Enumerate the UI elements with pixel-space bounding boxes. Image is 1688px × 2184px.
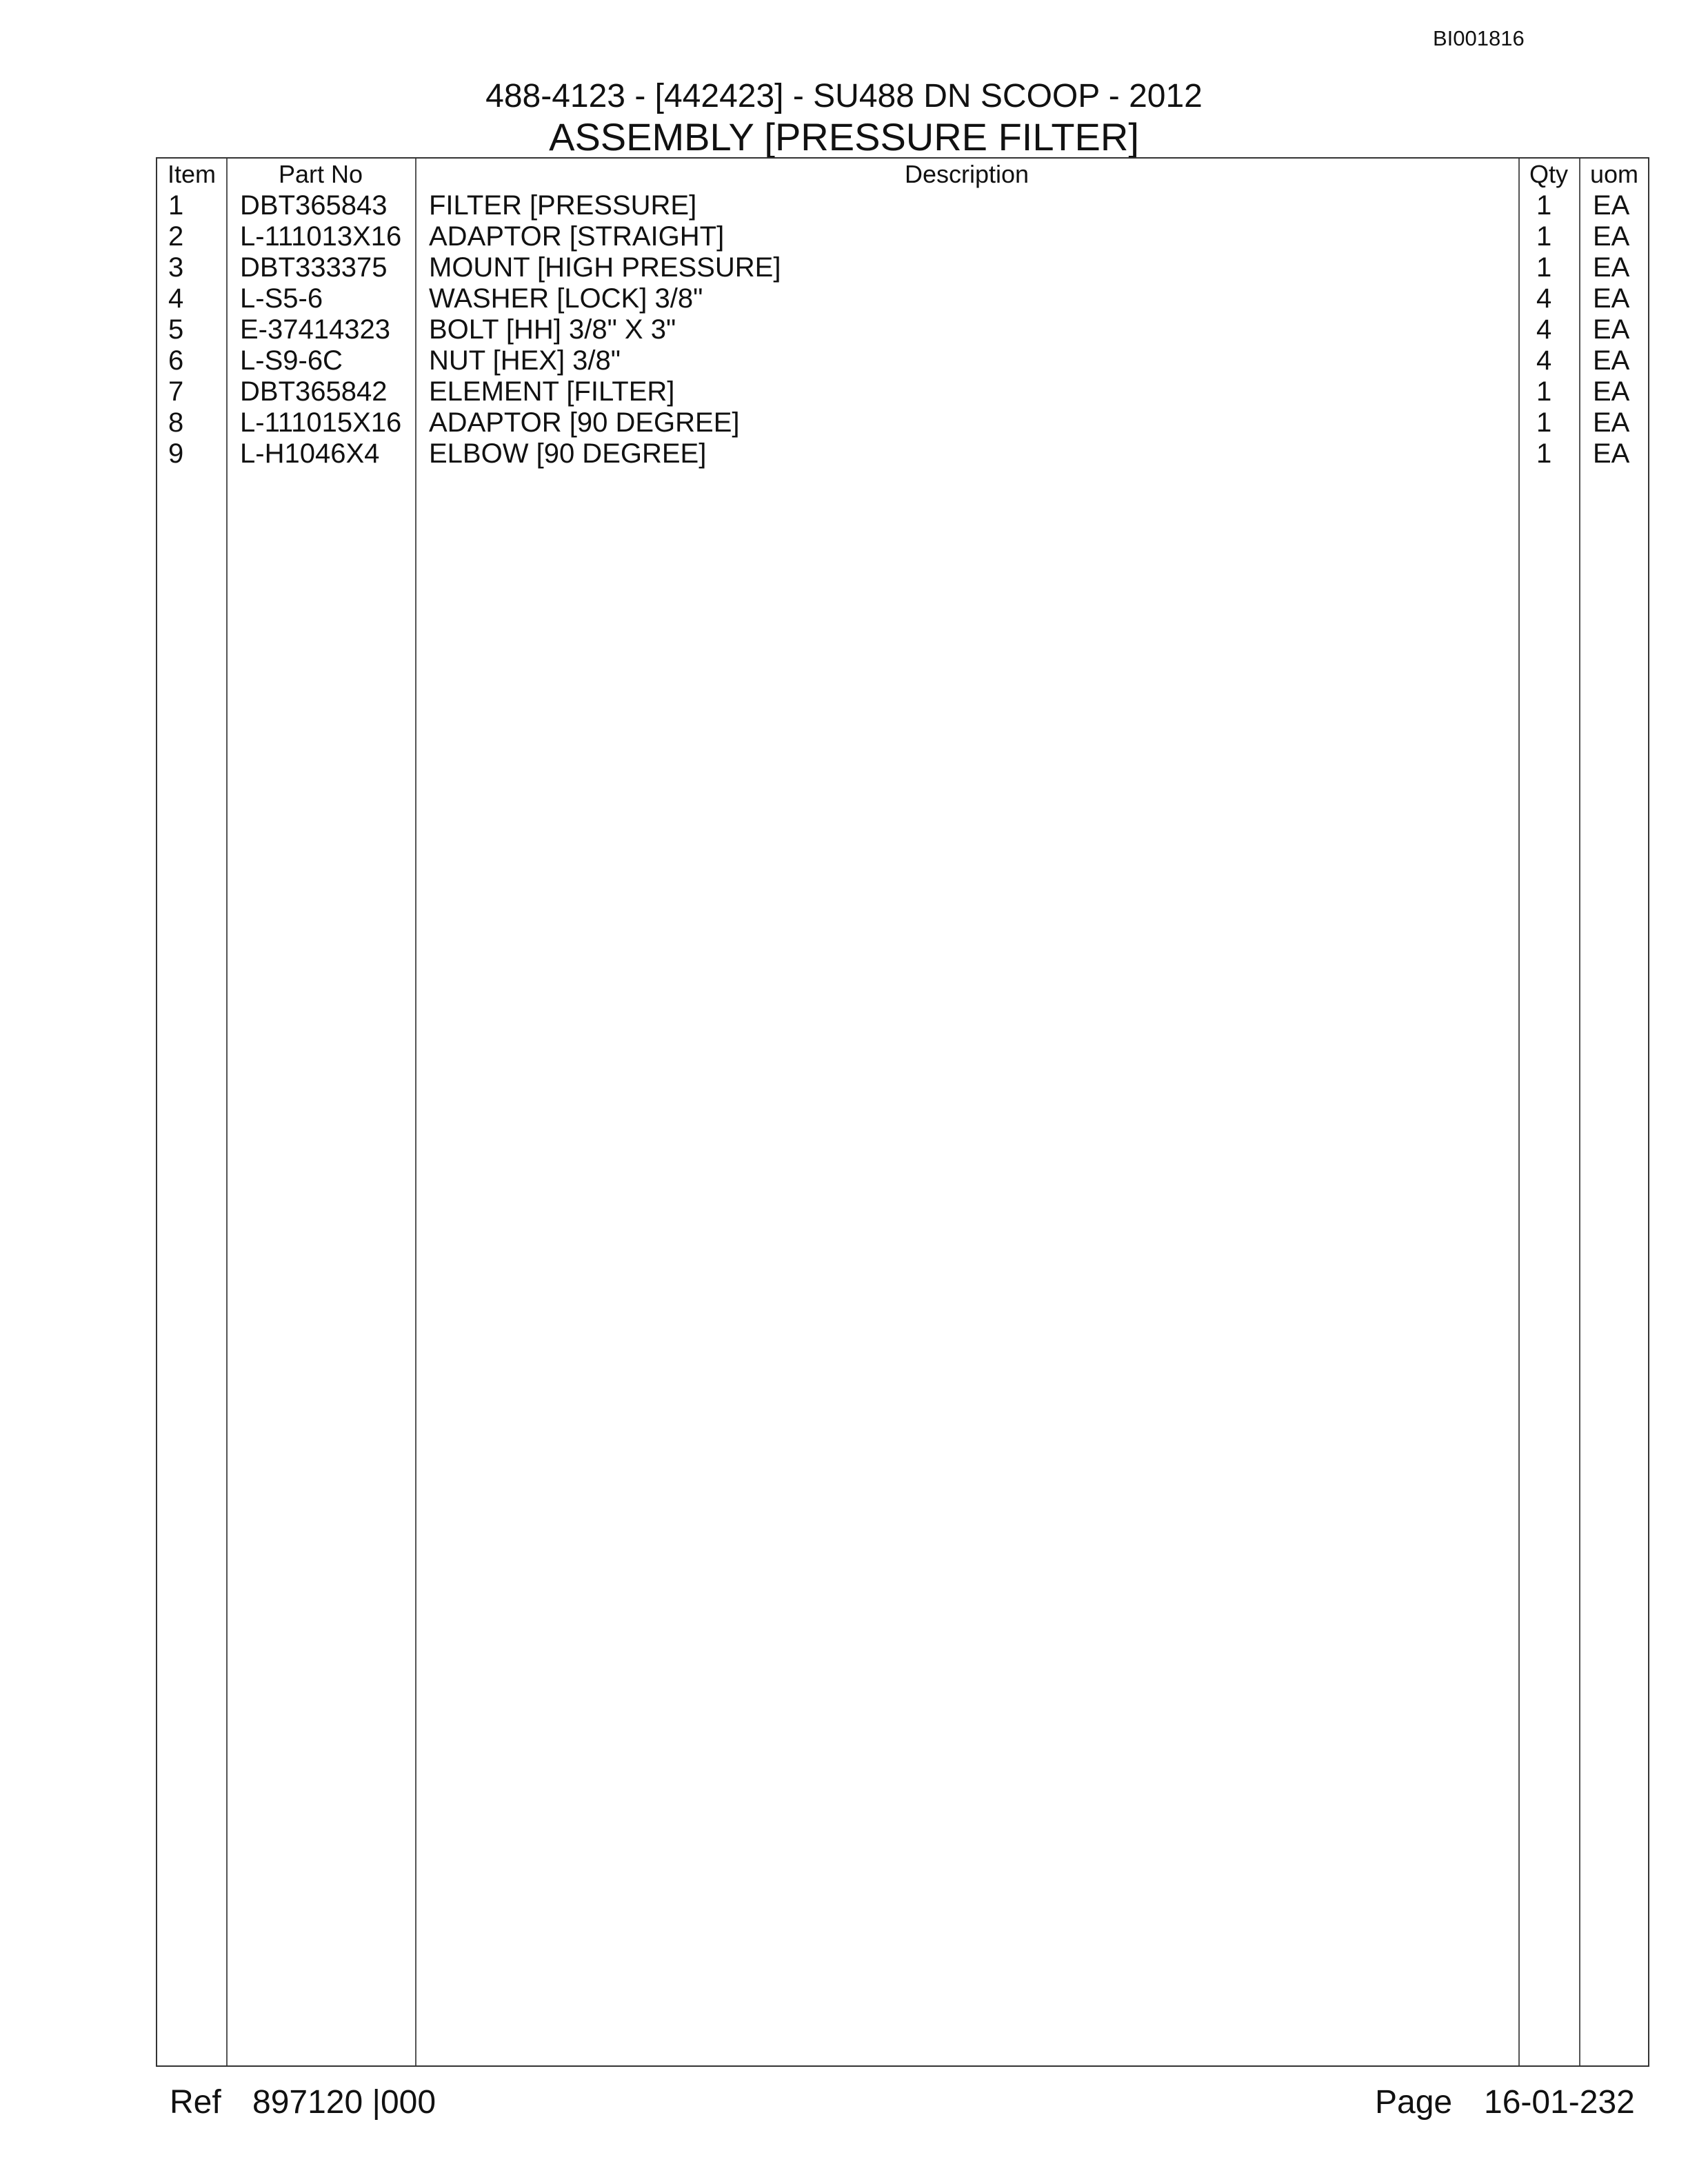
cell-description: WASHER [LOCK] 3/8" — [429, 283, 703, 314]
cell-qty: 4 — [1536, 345, 1552, 376]
document-id: BI001816 — [1433, 26, 1525, 50]
cell-part-no: L-S5-6 — [240, 283, 323, 314]
cell-description: MOUNT [HIGH PRESSURE] — [429, 252, 781, 283]
cell-qty: 1 — [1536, 252, 1552, 283]
header-uom: uom — [1589, 160, 1639, 188]
cell-uom: EA — [1593, 283, 1630, 314]
table-row — [157, 221, 1648, 252]
cell-part-no: L-H1046X4 — [240, 438, 380, 469]
cell-item: 1 — [168, 190, 184, 221]
header-qty: Qty — [1529, 160, 1568, 188]
table-row — [157, 252, 1648, 283]
cell-uom: EA — [1593, 190, 1630, 221]
cell-uom: EA — [1593, 438, 1630, 469]
ref-label: Ref — [170, 2084, 221, 2121]
cell-item: 9 — [168, 438, 184, 469]
cell-uom: EA — [1593, 376, 1630, 407]
cell-part-no: E-37414323 — [240, 314, 390, 345]
table-row — [157, 345, 1648, 376]
cell-part-no: L-111015X16 — [240, 407, 402, 438]
cell-item: 2 — [168, 221, 184, 252]
cell-uom: EA — [1593, 314, 1630, 345]
page-title: 488-4123 - [442423] - SU488 DN SCOOP - 2012 — [485, 78, 1203, 114]
table-row — [157, 407, 1648, 438]
cell-qty: 1 — [1536, 407, 1552, 438]
header-part-no: Part No — [278, 160, 363, 188]
page-number: 16-01-232 — [1484, 2084, 1635, 2121]
ref-value: 897120 |000 — [252, 2084, 436, 2121]
table-row — [157, 376, 1648, 407]
cell-part-no: DBT333375 — [240, 252, 388, 283]
cell-part-no: DBT365842 — [240, 376, 388, 407]
cell-part-no: L-S9-6C — [240, 345, 343, 376]
cell-item: 7 — [168, 376, 184, 407]
cell-uom: EA — [1593, 345, 1630, 376]
cell-item: 5 — [168, 314, 184, 345]
cell-description: ELBOW [90 DEGREE] — [429, 438, 707, 469]
cell-item: 8 — [168, 407, 184, 438]
table-row — [157, 438, 1648, 469]
parts-table — [156, 157, 1649, 2067]
cell-description: ADAPTOR [90 DEGREE] — [429, 407, 740, 438]
table-row — [157, 283, 1648, 314]
cell-item: 4 — [168, 283, 184, 314]
header-description: Description — [904, 160, 1029, 188]
page-label: Page — [1375, 2084, 1453, 2121]
cell-qty: 1 — [1536, 190, 1552, 221]
cell-description: NUT [HEX] 3/8" — [429, 345, 621, 376]
table-row — [157, 314, 1648, 345]
table-row — [157, 190, 1648, 221]
cell-uom: EA — [1593, 252, 1630, 283]
cell-description: BOLT [HH] 3/8" X 3" — [429, 314, 676, 345]
cell-uom: EA — [1593, 221, 1630, 252]
cell-qty: 4 — [1536, 283, 1552, 314]
cell-qty: 4 — [1536, 314, 1552, 345]
cell-qty: 1 — [1536, 221, 1552, 252]
header-item: Item — [167, 160, 216, 188]
cell-part-no: DBT365843 — [240, 190, 388, 221]
cell-item: 6 — [168, 345, 184, 376]
cell-description: FILTER [PRESSURE] — [429, 190, 697, 221]
cell-qty: 1 — [1536, 376, 1552, 407]
cell-qty: 1 — [1536, 438, 1552, 469]
cell-item: 3 — [168, 252, 184, 283]
assembly-title: ASSEMBLY [PRESSURE FILTER] — [549, 115, 1139, 159]
cell-part-no: L-111013X16 — [240, 221, 402, 252]
cell-description: ELEMENT [FILTER] — [429, 376, 675, 407]
cell-uom: EA — [1593, 407, 1630, 438]
cell-description: ADAPTOR [STRAIGHT] — [429, 221, 725, 252]
